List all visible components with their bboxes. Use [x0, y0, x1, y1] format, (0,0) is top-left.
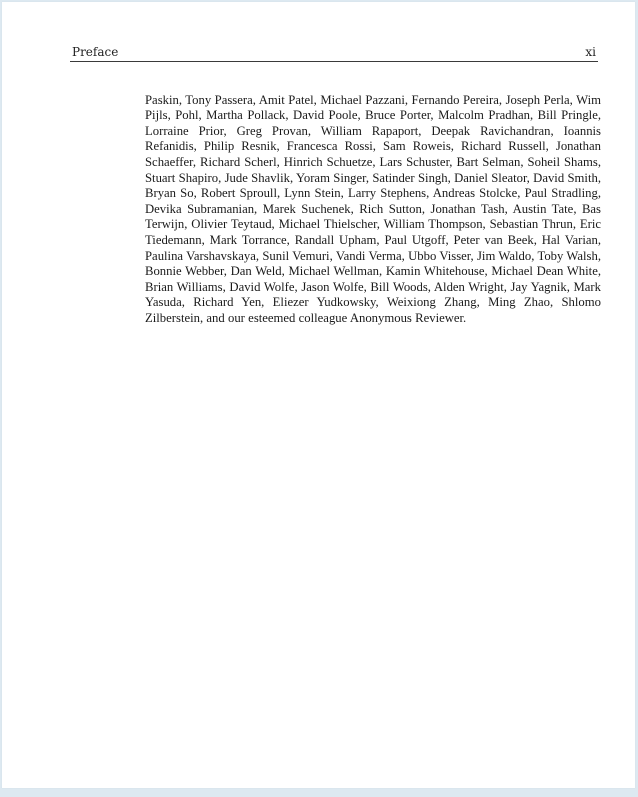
running-head	[70, 43, 598, 62]
acknowledgements-paragraph: Paskin, Tony Passera, Amit Patel, Michael Pazzani, Fernando Pereira, Joseph Perla, Wim Pijls, Pohl, Martha Pollack, David Poole, Bruce Porter, Malcolm Pradhan, Bill Pringle, Lorraine Prior, Greg Provan, William Rapaport, Deepak Ravichandran, Ioannis Refanidis, Philip Resnik, Francesca Rossi, Sam Roweis, Richard Russell, Jonathan Schaeffer, Richard Scherl, Hinrich Schuetze, Lars Schuster, Bart Selman, Soheil Shams, Stuart Shapiro, Jude Shavlik, Yoram Singer, Satinder Singh, Daniel Sleator, David Smith, Bryan So, Robert Sproull, Lynn Stein, Larry Stephens, Andreas Stolcke, Paul Stradling, Devika Subramanian, Marek Suchenek, Rich Sutton, Jonathan Tash, Austin Tate, Bas Terwijn, Olivier Teytaud, Michael Thielscher, William Thompson, Sebastian Thrun, Eric Tiedemann, Mark Torrance, Randall Upham, Paul Utgoff, Peter van Beek, Hal Varian, Paulina Varshavskaya, Sunil Vemuri, Vandi Verma, Ubbo Visser, Jim Waldo, Toby Walsh, Bonnie Webber, Dan Weld, Michael Wellman, Kamin Whitehouse, Michael Dean White, Brian Williams, David Wolfe, Jason Wolfe, Bill Woods, Alden Wright, Jay Yagnik, Mark Yasuda, Richard Yen, Eliezer Yudkowsky, Weixiong Zhang, Ming Zhao, Shlomo Zilberstein, and our esteemed colleague Anonymous Reviewer.	[145, 92, 601, 325]
page-number: xi	[585, 45, 596, 59]
section-title: Preface	[72, 45, 119, 59]
document-page	[2, 2, 635, 788]
